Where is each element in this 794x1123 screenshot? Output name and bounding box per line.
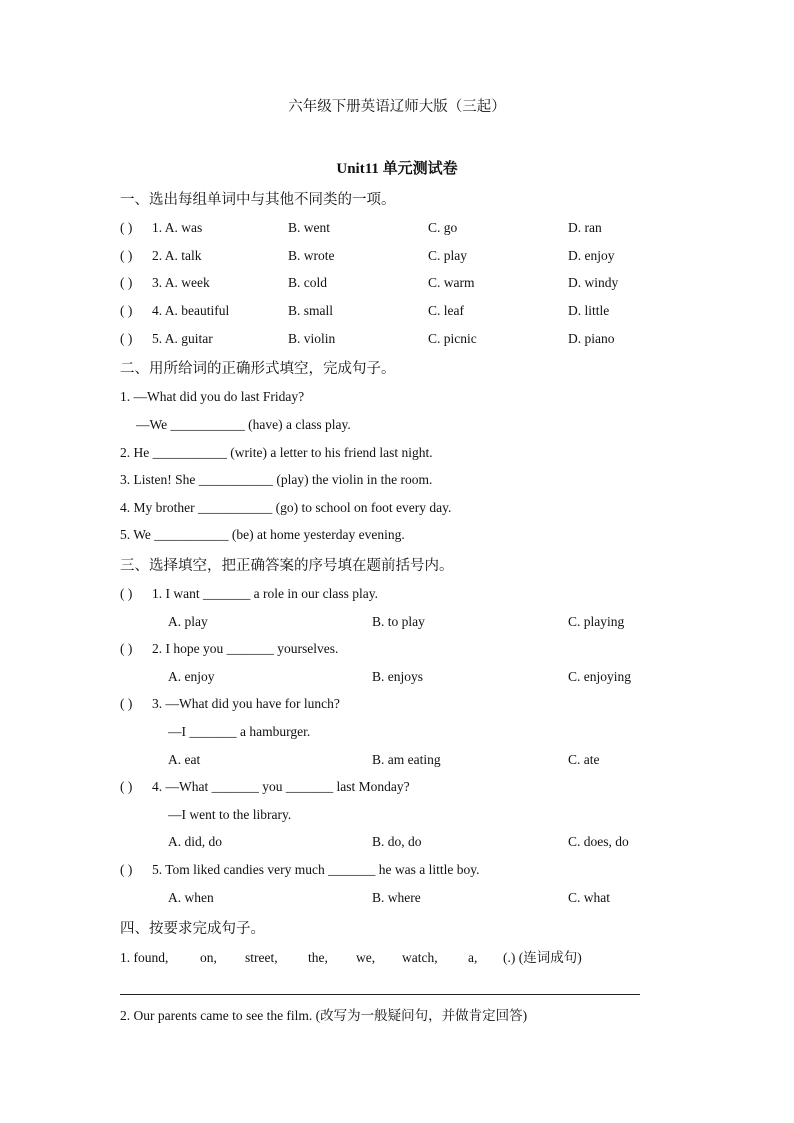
answer-paren: ( )	[120, 586, 133, 601]
option-b: B. violin	[288, 331, 336, 346]
fill-sentence: 2. He ___________ (write) a letter to his friend last night.	[120, 445, 433, 460]
choice-c: C. does, do	[568, 834, 629, 849]
answer-line	[120, 994, 640, 995]
answer-paren: ( )	[120, 248, 133, 263]
question-reply: —I went to the library.	[168, 807, 292, 822]
option-c: C. leaf	[428, 303, 464, 318]
option-d: D. enjoy	[568, 248, 615, 263]
page-title: 六年级下册英语辽师大版（三起）	[288, 99, 506, 115]
option-d: D. ran	[568, 220, 602, 235]
question-reply: —I _______ a hamburger.	[168, 724, 311, 739]
section1-heading: 一、选出每组单词中与其他不同类的一项。	[120, 192, 396, 208]
option-a: 2. A. talk	[152, 248, 202, 263]
fill-sentence: 1. —What did you do last Friday?	[120, 389, 305, 404]
page-subtitle: Unit11 单元测试卷	[336, 161, 458, 177]
question-stem: 1. I want _______ a role in our class play.	[152, 586, 378, 601]
choice-a: A. did, do	[168, 834, 222, 849]
answer-paren: ( )	[120, 779, 133, 794]
option-d: D. piano	[568, 331, 615, 346]
option-b: B. wrote	[288, 248, 335, 263]
section4-heading: 四、按要求完成句子。	[120, 921, 265, 937]
answer-paren: ( )	[120, 331, 133, 346]
word: a,	[468, 950, 478, 965]
question-stem: 3. —What did you have for lunch?	[152, 696, 340, 711]
option-c: C. go	[428, 220, 458, 235]
option-a: 1. A. was	[152, 220, 203, 235]
choice-a: A. play	[168, 614, 208, 629]
fill-sentence: —We ___________ (have) a class play.	[136, 417, 351, 432]
option-a: 4. A. beautiful	[152, 303, 230, 318]
answer-paren: ( )	[120, 641, 133, 656]
option-a: 5. A. guitar	[152, 331, 213, 346]
option-c: C. warm	[428, 275, 475, 290]
section2-heading: 二、用所给词的正确形式填空，完成句子。	[120, 361, 396, 377]
choice-c: C. playing	[568, 614, 625, 629]
answer-paren: ( )	[120, 275, 133, 290]
question-stem: 4. —What _______ you _______ last Monday?	[152, 779, 410, 794]
choice-a: A. when	[168, 890, 214, 905]
fill-sentence: 4. My brother ___________ (go) to school on foot every day.	[120, 500, 452, 515]
option-d: D. little	[568, 303, 610, 318]
option-b: B. small	[288, 303, 334, 318]
question-stem: 2. I hope you _______ yourselves.	[152, 641, 339, 656]
option-b: B. cold	[288, 275, 327, 290]
choice-c: C. ate	[568, 752, 600, 767]
choice-a: A. enjoy	[168, 669, 215, 684]
word: (.) (连词成句)	[503, 950, 582, 965]
answer-paren: ( )	[120, 862, 133, 877]
choice-b: B. enjoys	[372, 669, 424, 684]
word: 1. found,	[120, 950, 169, 965]
answer-paren: ( )	[120, 303, 133, 318]
option-c: C. picnic	[428, 331, 477, 346]
choice-b: B. to play	[372, 614, 425, 629]
answer-paren: ( )	[120, 220, 133, 235]
choice-b: B. where	[372, 890, 421, 905]
choice-c: C. enjoying	[568, 669, 631, 684]
answer-paren: ( )	[120, 696, 133, 711]
rewrite-question: 2. Our parents came to see the film. (改写为一般疑问句，并做肯定回答)	[120, 1008, 528, 1023]
word: the,	[308, 950, 328, 965]
option-c: C. play	[428, 248, 467, 263]
choice-a: A. eat	[168, 752, 201, 767]
option-a: 3. A. week	[152, 275, 210, 290]
word: watch,	[402, 950, 438, 965]
option-d: D. windy	[568, 275, 619, 290]
option-b: B. went	[288, 220, 330, 235]
fill-sentence: 5. We ___________ (be) at home yesterday evening.	[120, 527, 405, 542]
word: on,	[200, 950, 217, 965]
word: we,	[356, 950, 376, 965]
question-stem: 5. Tom liked candies very much _______ he was a little boy.	[152, 862, 480, 877]
choice-c: C. what	[568, 890, 610, 905]
section3-heading: 三、选择填空，把正确答案的序号填在题前括号内。	[120, 558, 454, 574]
choice-b: B. do, do	[372, 834, 422, 849]
choice-b: B. am eating	[372, 752, 441, 767]
word: street,	[245, 950, 278, 965]
fill-sentence: 3. Listen! She ___________ (play) the violin in the room.	[120, 472, 433, 487]
